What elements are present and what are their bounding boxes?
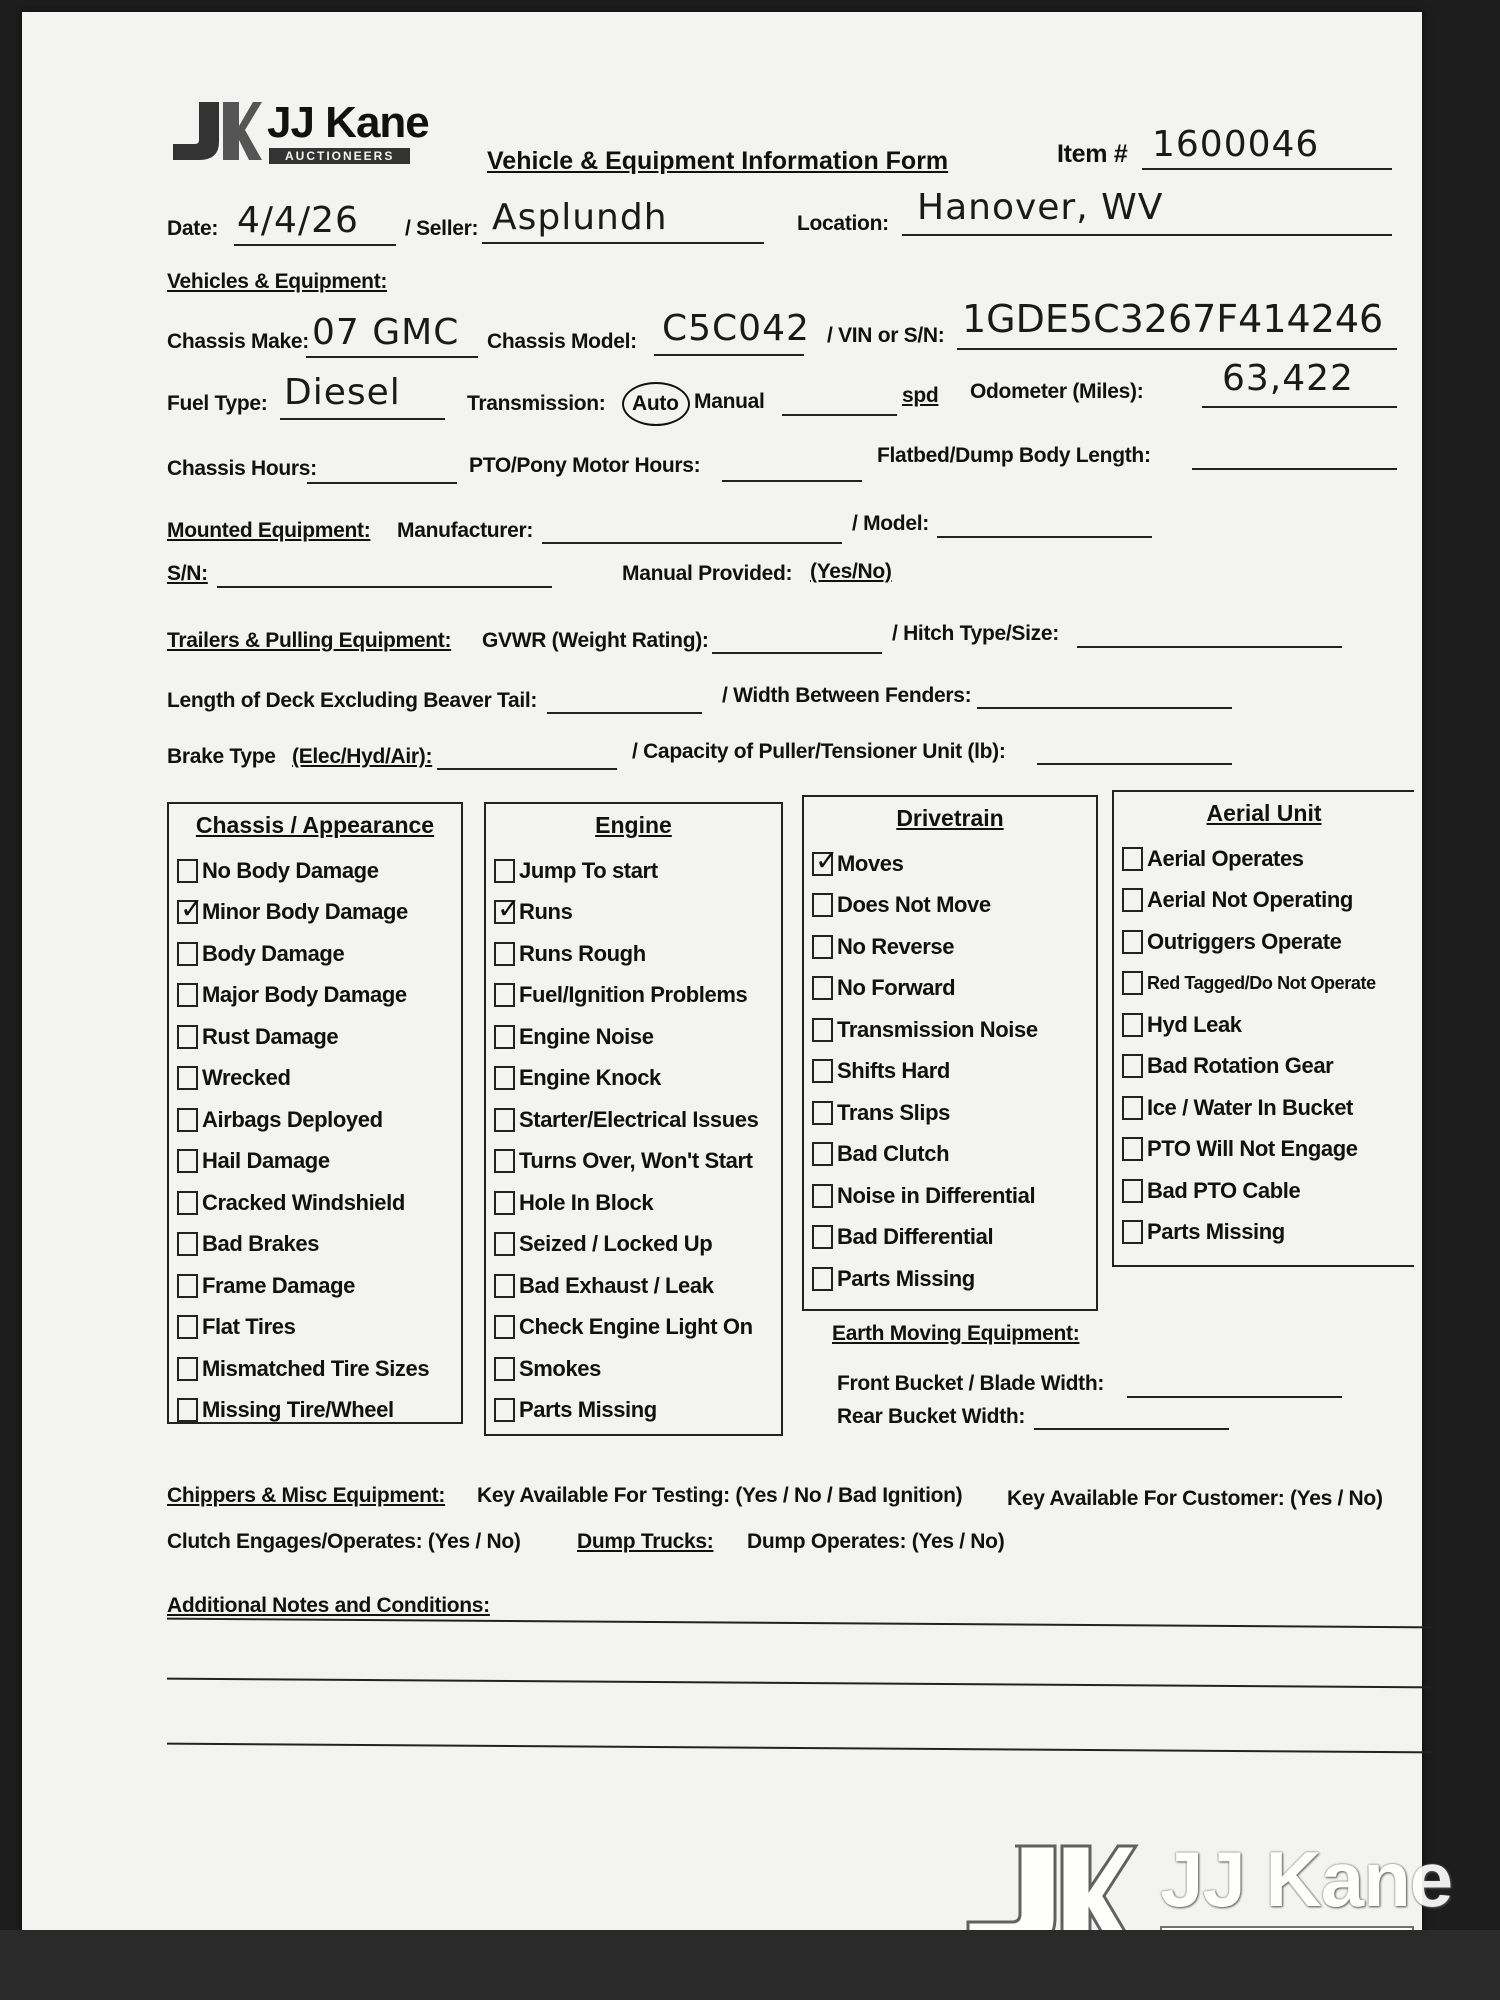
notes-line-2 bbox=[167, 1678, 1432, 1689]
engine-item-label: Starter/Electrical Issues bbox=[519, 1106, 759, 1132]
manual-provided-label: Manual Provided: bbox=[622, 562, 793, 585]
checkbox[interactable] bbox=[812, 893, 833, 917]
drivetrain-item bbox=[812, 1258, 1092, 1300]
vehicles-heading: Vehicles & Equipment: bbox=[167, 270, 388, 293]
date-label: Date: bbox=[167, 217, 219, 240]
aerial-item bbox=[1122, 1046, 1410, 1088]
location-label: Location: bbox=[797, 212, 889, 235]
checkbox[interactable] bbox=[812, 976, 833, 1000]
chassis-appearance-box bbox=[167, 802, 463, 1424]
watermark-name: JJ Kane bbox=[1160, 1835, 1453, 1923]
checkbox[interactable] bbox=[812, 1101, 833, 1125]
aerial-item bbox=[1122, 1087, 1410, 1129]
chippers-heading: Chippers & Misc Equipment: bbox=[167, 1484, 446, 1507]
checkbox[interactable] bbox=[812, 1225, 833, 1249]
chassis-item-label: Body Damage bbox=[202, 940, 345, 966]
engine-item bbox=[494, 892, 777, 934]
rear-bucket-line bbox=[1034, 1428, 1229, 1430]
chassis-item-label: Bad Brakes bbox=[202, 1231, 320, 1257]
key-customer-label: Key Available For Customer: (Yes / No) bbox=[1007, 1487, 1383, 1510]
mounted-sn-label: S/N: bbox=[167, 562, 208, 585]
engine-item-label: Jump To start bbox=[519, 857, 658, 883]
engine-item bbox=[494, 1182, 777, 1224]
odometer-label: Odometer (Miles): bbox=[970, 380, 1144, 403]
pto-hours-label: PTO/Pony Motor Hours: bbox=[469, 454, 701, 477]
chassis-hours-line bbox=[307, 482, 457, 484]
aerial-item bbox=[1122, 963, 1410, 1005]
drivetrain-item bbox=[812, 926, 1092, 968]
manual-provided-options: (Yes/No) bbox=[810, 560, 892, 583]
capacity-label: / Capacity of Puller/Tensioner Unit (lb): bbox=[632, 740, 1006, 763]
chassis-appearance-title: Chassis / Appearance bbox=[195, 812, 435, 838]
drivetrain-item bbox=[812, 1009, 1092, 1051]
checkbox[interactable] bbox=[494, 892, 521, 926]
aerial-item-label: Aerial Operates bbox=[1147, 845, 1304, 871]
brake-type-line bbox=[437, 768, 617, 770]
engine-item bbox=[494, 1058, 777, 1100]
odometer-value: 63,422 bbox=[1222, 358, 1354, 399]
hitch-label: / Hitch Type/Size: bbox=[892, 622, 1059, 645]
aerial-item bbox=[1122, 1170, 1410, 1212]
aerial-item bbox=[1122, 880, 1410, 922]
pto-hours-line bbox=[722, 480, 862, 482]
vin-label: / VIN or S/N: bbox=[827, 324, 945, 347]
background-bottom bbox=[0, 1930, 1500, 2000]
aerial-item-label: Red Tagged/Do Not Operate bbox=[1147, 972, 1376, 993]
brake-type-label: Brake Type bbox=[167, 745, 276, 768]
engine-item-label: Smokes bbox=[519, 1355, 601, 1381]
checkbox[interactable] bbox=[494, 1357, 515, 1381]
drivetrain-item bbox=[812, 968, 1092, 1010]
aerial-item bbox=[1122, 838, 1410, 880]
chassis-item bbox=[177, 1016, 457, 1058]
engine-item bbox=[494, 1390, 777, 1432]
checkbox[interactable] bbox=[177, 1315, 198, 1339]
fenders-line bbox=[977, 707, 1232, 709]
engine-box bbox=[484, 802, 783, 1436]
checkbox[interactable] bbox=[177, 1398, 198, 1422]
engine-item bbox=[494, 1224, 777, 1266]
checkmark-icon: ✓ bbox=[180, 892, 204, 926]
manufacturer-line bbox=[542, 542, 842, 544]
item-label: Item # bbox=[1057, 140, 1128, 168]
item-number: 1600046 bbox=[1152, 124, 1320, 165]
deck-length-label: Length of Deck Excluding Beaver Tail: bbox=[167, 689, 538, 712]
chassis-item bbox=[177, 1058, 457, 1100]
engine-item-label: Runs Rough bbox=[519, 940, 646, 966]
checkbox[interactable] bbox=[177, 1108, 198, 1132]
spd-label: spd bbox=[902, 384, 939, 407]
aerial-item bbox=[1122, 921, 1410, 963]
seller-value: Asplundh bbox=[492, 197, 668, 238]
mounted-heading: Mounted Equipment: bbox=[167, 519, 371, 542]
engine-item-label: Check Engine Light On bbox=[519, 1314, 753, 1340]
engine-item bbox=[494, 1016, 777, 1058]
checkbox[interactable] bbox=[177, 1274, 198, 1298]
chassis-appearance-list bbox=[177, 850, 457, 1431]
notes-line-1 bbox=[167, 1618, 1432, 1629]
aerial-item bbox=[1122, 1129, 1410, 1171]
checkbox[interactable] bbox=[177, 1025, 198, 1049]
chassis-item bbox=[177, 1307, 457, 1349]
aerial-item-label: Outriggers Operate bbox=[1147, 928, 1342, 954]
checkmark-icon: ✓ bbox=[815, 843, 839, 877]
aerial-item-label: Ice / Water In Bucket bbox=[1147, 1094, 1353, 1120]
chassis-item bbox=[177, 850, 457, 892]
chassis-item-label: Frame Damage bbox=[202, 1272, 355, 1298]
checkbox[interactable] bbox=[1122, 1013, 1143, 1037]
hitch-line bbox=[1077, 646, 1342, 648]
chassis-item bbox=[177, 1390, 457, 1432]
drivetrain-item bbox=[812, 885, 1092, 927]
drivetrain-item bbox=[812, 843, 1092, 885]
clutch-label: Clutch Engages/Operates: (Yes / No) bbox=[167, 1530, 521, 1553]
drivetrain-item-label: Shifts Hard bbox=[837, 1058, 950, 1084]
seller-label: / Seller: bbox=[405, 217, 479, 240]
engine-item bbox=[494, 1265, 777, 1307]
mounted-model-label: / Model: bbox=[852, 512, 929, 535]
chassis-item bbox=[177, 975, 457, 1017]
checkbox[interactable] bbox=[177, 1191, 198, 1215]
aerial-item-label: Bad Rotation Gear bbox=[1147, 1053, 1334, 1079]
checkbox[interactable] bbox=[494, 859, 515, 883]
drivetrain-item-label: Does Not Move bbox=[837, 892, 991, 918]
checkbox[interactable] bbox=[494, 1191, 515, 1215]
checkbox[interactable] bbox=[494, 1398, 515, 1422]
chassis-model-line bbox=[654, 354, 804, 356]
drivetrain-item-label: Transmission Noise bbox=[837, 1016, 1038, 1042]
drivetrain-item bbox=[812, 1051, 1092, 1093]
drivetrain-item-label: Trans Slips bbox=[837, 1099, 950, 1125]
chassis-item bbox=[177, 892, 457, 934]
checkbox[interactable] bbox=[812, 1018, 833, 1042]
mounted-sn-line bbox=[217, 586, 552, 588]
checkbox[interactable] bbox=[812, 935, 833, 959]
spd-line bbox=[782, 414, 897, 416]
checkbox[interactable] bbox=[1122, 1054, 1143, 1078]
seller-line bbox=[482, 242, 764, 244]
engine-item bbox=[494, 1307, 777, 1349]
engine-item bbox=[494, 850, 777, 892]
checkbox[interactable] bbox=[177, 942, 198, 966]
chassis-item-label: Flat Tires bbox=[202, 1314, 296, 1340]
mounted-model-line bbox=[937, 536, 1152, 538]
aerial-item-label: Aerial Not Operating bbox=[1147, 887, 1353, 913]
rear-bucket-label: Rear Bucket Width: bbox=[837, 1405, 1026, 1428]
checkbox[interactable] bbox=[177, 892, 204, 926]
checkbox[interactable] bbox=[494, 1066, 515, 1090]
notes-heading: Additional Notes and Conditions: bbox=[167, 1594, 490, 1617]
checkbox[interactable] bbox=[1122, 1137, 1143, 1161]
aerial-unit-title: Aerial Unit bbox=[1206, 800, 1322, 826]
engine-item bbox=[494, 933, 777, 975]
logo-sub: AUCTIONEERS bbox=[269, 148, 410, 164]
checkbox[interactable] bbox=[494, 1315, 515, 1339]
chassis-item bbox=[177, 1099, 457, 1141]
aerial-item bbox=[1122, 1004, 1410, 1046]
checkbox[interactable] bbox=[812, 1184, 833, 1208]
earth-moving-heading: Earth Moving Equipment: bbox=[832, 1322, 1080, 1345]
chassis-item-label: Hail Damage bbox=[202, 1148, 330, 1174]
aerial-unit-list bbox=[1122, 838, 1410, 1253]
chassis-item-label: Airbags Deployed bbox=[202, 1106, 383, 1132]
chassis-item-label: Wrecked bbox=[202, 1065, 291, 1091]
checkbox[interactable] bbox=[494, 1274, 515, 1298]
engine-item-label: Seized / Locked Up bbox=[519, 1231, 713, 1257]
drivetrain-box bbox=[802, 795, 1098, 1311]
aerial-item-label: PTO Will Not Engage bbox=[1147, 1136, 1358, 1162]
deck-length-line bbox=[547, 712, 702, 714]
chassis-item-label: Rust Damage bbox=[202, 1023, 339, 1049]
odometer-line bbox=[1202, 406, 1397, 408]
dump-trucks-heading: Dump Trucks: bbox=[577, 1530, 714, 1553]
drivetrain-item-label: No Reverse bbox=[837, 933, 955, 959]
gvwr-line bbox=[712, 652, 882, 654]
checkbox[interactable] bbox=[177, 859, 198, 883]
chassis-item-label: Cracked Windshield bbox=[202, 1189, 405, 1215]
engine-item-label: Parts Missing bbox=[519, 1397, 657, 1423]
checkbox[interactable] bbox=[812, 843, 839, 877]
trailers-heading: Trailers & Pulling Equipment: bbox=[167, 629, 452, 652]
chassis-make-line bbox=[306, 356, 478, 358]
flatbed-label: Flatbed/Dump Body Length: bbox=[877, 444, 1151, 467]
transmission-label: Transmission: bbox=[467, 392, 606, 415]
chassis-item-label: Mismatched Tire Sizes bbox=[202, 1355, 430, 1381]
checkbox[interactable] bbox=[494, 1025, 515, 1049]
engine-item bbox=[494, 975, 777, 1017]
checkbox[interactable] bbox=[494, 983, 515, 1007]
checkbox[interactable] bbox=[1122, 847, 1143, 871]
drivetrain-item-label: Bad Differential bbox=[837, 1224, 994, 1250]
aerial-item-label: Hyd Leak bbox=[1147, 1011, 1242, 1037]
engine-item-label: Bad Exhaust / Leak bbox=[519, 1272, 714, 1298]
aerial-unit-box bbox=[1112, 790, 1414, 1267]
engine-item bbox=[494, 1099, 777, 1141]
front-bucket-label: Front Bucket / Blade Width: bbox=[837, 1372, 1105, 1395]
engine-list bbox=[494, 850, 777, 1431]
checkbox[interactable] bbox=[1122, 888, 1143, 912]
drivetrain-item-label: Moves bbox=[837, 850, 904, 876]
checkbox[interactable] bbox=[812, 1142, 833, 1166]
drivetrain-item-label: Bad Clutch bbox=[837, 1141, 950, 1167]
fenders-label: / Width Between Fenders: bbox=[722, 684, 972, 707]
checkbox[interactable] bbox=[812, 1059, 833, 1083]
checkbox[interactable] bbox=[812, 1267, 833, 1291]
checkbox[interactable] bbox=[1122, 1179, 1143, 1203]
logo-name: JJ Kane bbox=[267, 98, 429, 147]
checkbox[interactable] bbox=[1122, 930, 1143, 954]
gvwr-label: GVWR (Weight Rating): bbox=[482, 629, 709, 652]
aerial-item bbox=[1122, 1212, 1410, 1254]
fuel-label: Fuel Type: bbox=[167, 392, 268, 415]
drivetrain-title: Drivetrain bbox=[896, 805, 1004, 831]
notes-line-3 bbox=[167, 1743, 1432, 1754]
transmission-auto: Auto bbox=[632, 392, 679, 415]
chassis-model-value: C5C042 bbox=[662, 308, 810, 349]
chassis-model-label: Chassis Model: bbox=[487, 330, 637, 353]
capacity-line bbox=[1037, 763, 1232, 765]
checkbox[interactable] bbox=[494, 1232, 515, 1256]
drivetrain-list bbox=[812, 843, 1092, 1300]
vin-line bbox=[957, 348, 1397, 350]
checkbox[interactable] bbox=[494, 942, 515, 966]
drivetrain-item-label: Parts Missing bbox=[837, 1265, 975, 1291]
aerial-item-label: Parts Missing bbox=[1147, 1219, 1285, 1245]
vin-value: 1GDE5C3267F414246 bbox=[962, 297, 1384, 341]
drivetrain-item bbox=[812, 1175, 1092, 1217]
brake-type-options: (Elec/Hyd/Air): bbox=[292, 745, 433, 768]
checkbox[interactable] bbox=[177, 1149, 198, 1173]
checkbox[interactable] bbox=[1122, 1096, 1143, 1120]
drivetrain-item-label: Noise in Differential bbox=[837, 1182, 1036, 1208]
key-testing-label: Key Available For Testing: (Yes / No / Bad Ignition) bbox=[477, 1484, 963, 1507]
checkbox[interactable] bbox=[494, 1108, 515, 1132]
chassis-item-label: Major Body Damage bbox=[202, 982, 407, 1008]
checkbox[interactable] bbox=[494, 1149, 515, 1173]
chassis-make-value: 07 GMC bbox=[312, 312, 460, 353]
auto-circle-mark bbox=[622, 382, 690, 426]
drivetrain-item bbox=[812, 1134, 1092, 1176]
item-line bbox=[1142, 168, 1392, 170]
fuel-line bbox=[280, 418, 445, 420]
checkmark-icon: ✓ bbox=[497, 892, 521, 926]
engine-item-label: Fuel/Ignition Problems bbox=[519, 982, 748, 1008]
aerial-item-label: Bad PTO Cable bbox=[1147, 1177, 1301, 1203]
engine-item-label: Engine Knock bbox=[519, 1065, 661, 1091]
engine-item bbox=[494, 1141, 777, 1183]
location-value: Hanover, WV bbox=[917, 187, 1164, 228]
chassis-item-label: No Body Damage bbox=[202, 857, 379, 883]
checkbox[interactable] bbox=[177, 983, 198, 1007]
checkbox[interactable] bbox=[1122, 971, 1143, 995]
engine-item-label: Turns Over, Won't Start bbox=[519, 1148, 753, 1174]
date-line bbox=[234, 244, 396, 246]
flatbed-line bbox=[1192, 468, 1397, 470]
chassis-item bbox=[177, 1141, 457, 1183]
drivetrain-item bbox=[812, 1092, 1092, 1134]
date-value: 4/4/26 bbox=[237, 200, 359, 241]
location-line bbox=[902, 234, 1392, 236]
chassis-item bbox=[177, 1224, 457, 1266]
jk-logo-icon bbox=[167, 96, 262, 166]
engine-item bbox=[494, 1348, 777, 1390]
chassis-item bbox=[177, 1265, 457, 1307]
chassis-item bbox=[177, 1182, 457, 1224]
dump-operates-label: Dump Operates: (Yes / No) bbox=[747, 1530, 1005, 1553]
engine-item-label: Hole In Block bbox=[519, 1189, 654, 1215]
engine-item-label: Engine Noise bbox=[519, 1023, 654, 1049]
manufacturer-label: Manufacturer: bbox=[397, 519, 534, 542]
front-bucket-line bbox=[1127, 1396, 1342, 1398]
fuel-value: Diesel bbox=[284, 372, 401, 413]
form-paper bbox=[22, 12, 1453, 1937]
engine-item-label: Runs bbox=[519, 899, 573, 925]
checkbox[interactable] bbox=[177, 1066, 198, 1090]
checkbox[interactable] bbox=[177, 1232, 198, 1256]
checkbox[interactable] bbox=[1122, 1220, 1143, 1244]
chassis-make-label: Chassis Make: bbox=[167, 330, 310, 353]
form-title: Vehicle & Equipment Information Form bbox=[487, 147, 949, 175]
chassis-item bbox=[177, 1348, 457, 1390]
company-logo bbox=[167, 96, 467, 176]
chassis-hours-label: Chassis Hours: bbox=[167, 457, 317, 480]
engine-title: Engine bbox=[595, 812, 672, 838]
checkbox[interactable] bbox=[177, 1357, 198, 1381]
drivetrain-item-label: No Forward bbox=[837, 975, 956, 1001]
drivetrain-item bbox=[812, 1217, 1092, 1259]
chassis-item-label: Minor Body Damage bbox=[202, 899, 408, 925]
chassis-item-label: Missing Tire/Wheel bbox=[202, 1397, 394, 1423]
chassis-item bbox=[177, 933, 457, 975]
transmission-manual: Manual bbox=[694, 390, 765, 413]
